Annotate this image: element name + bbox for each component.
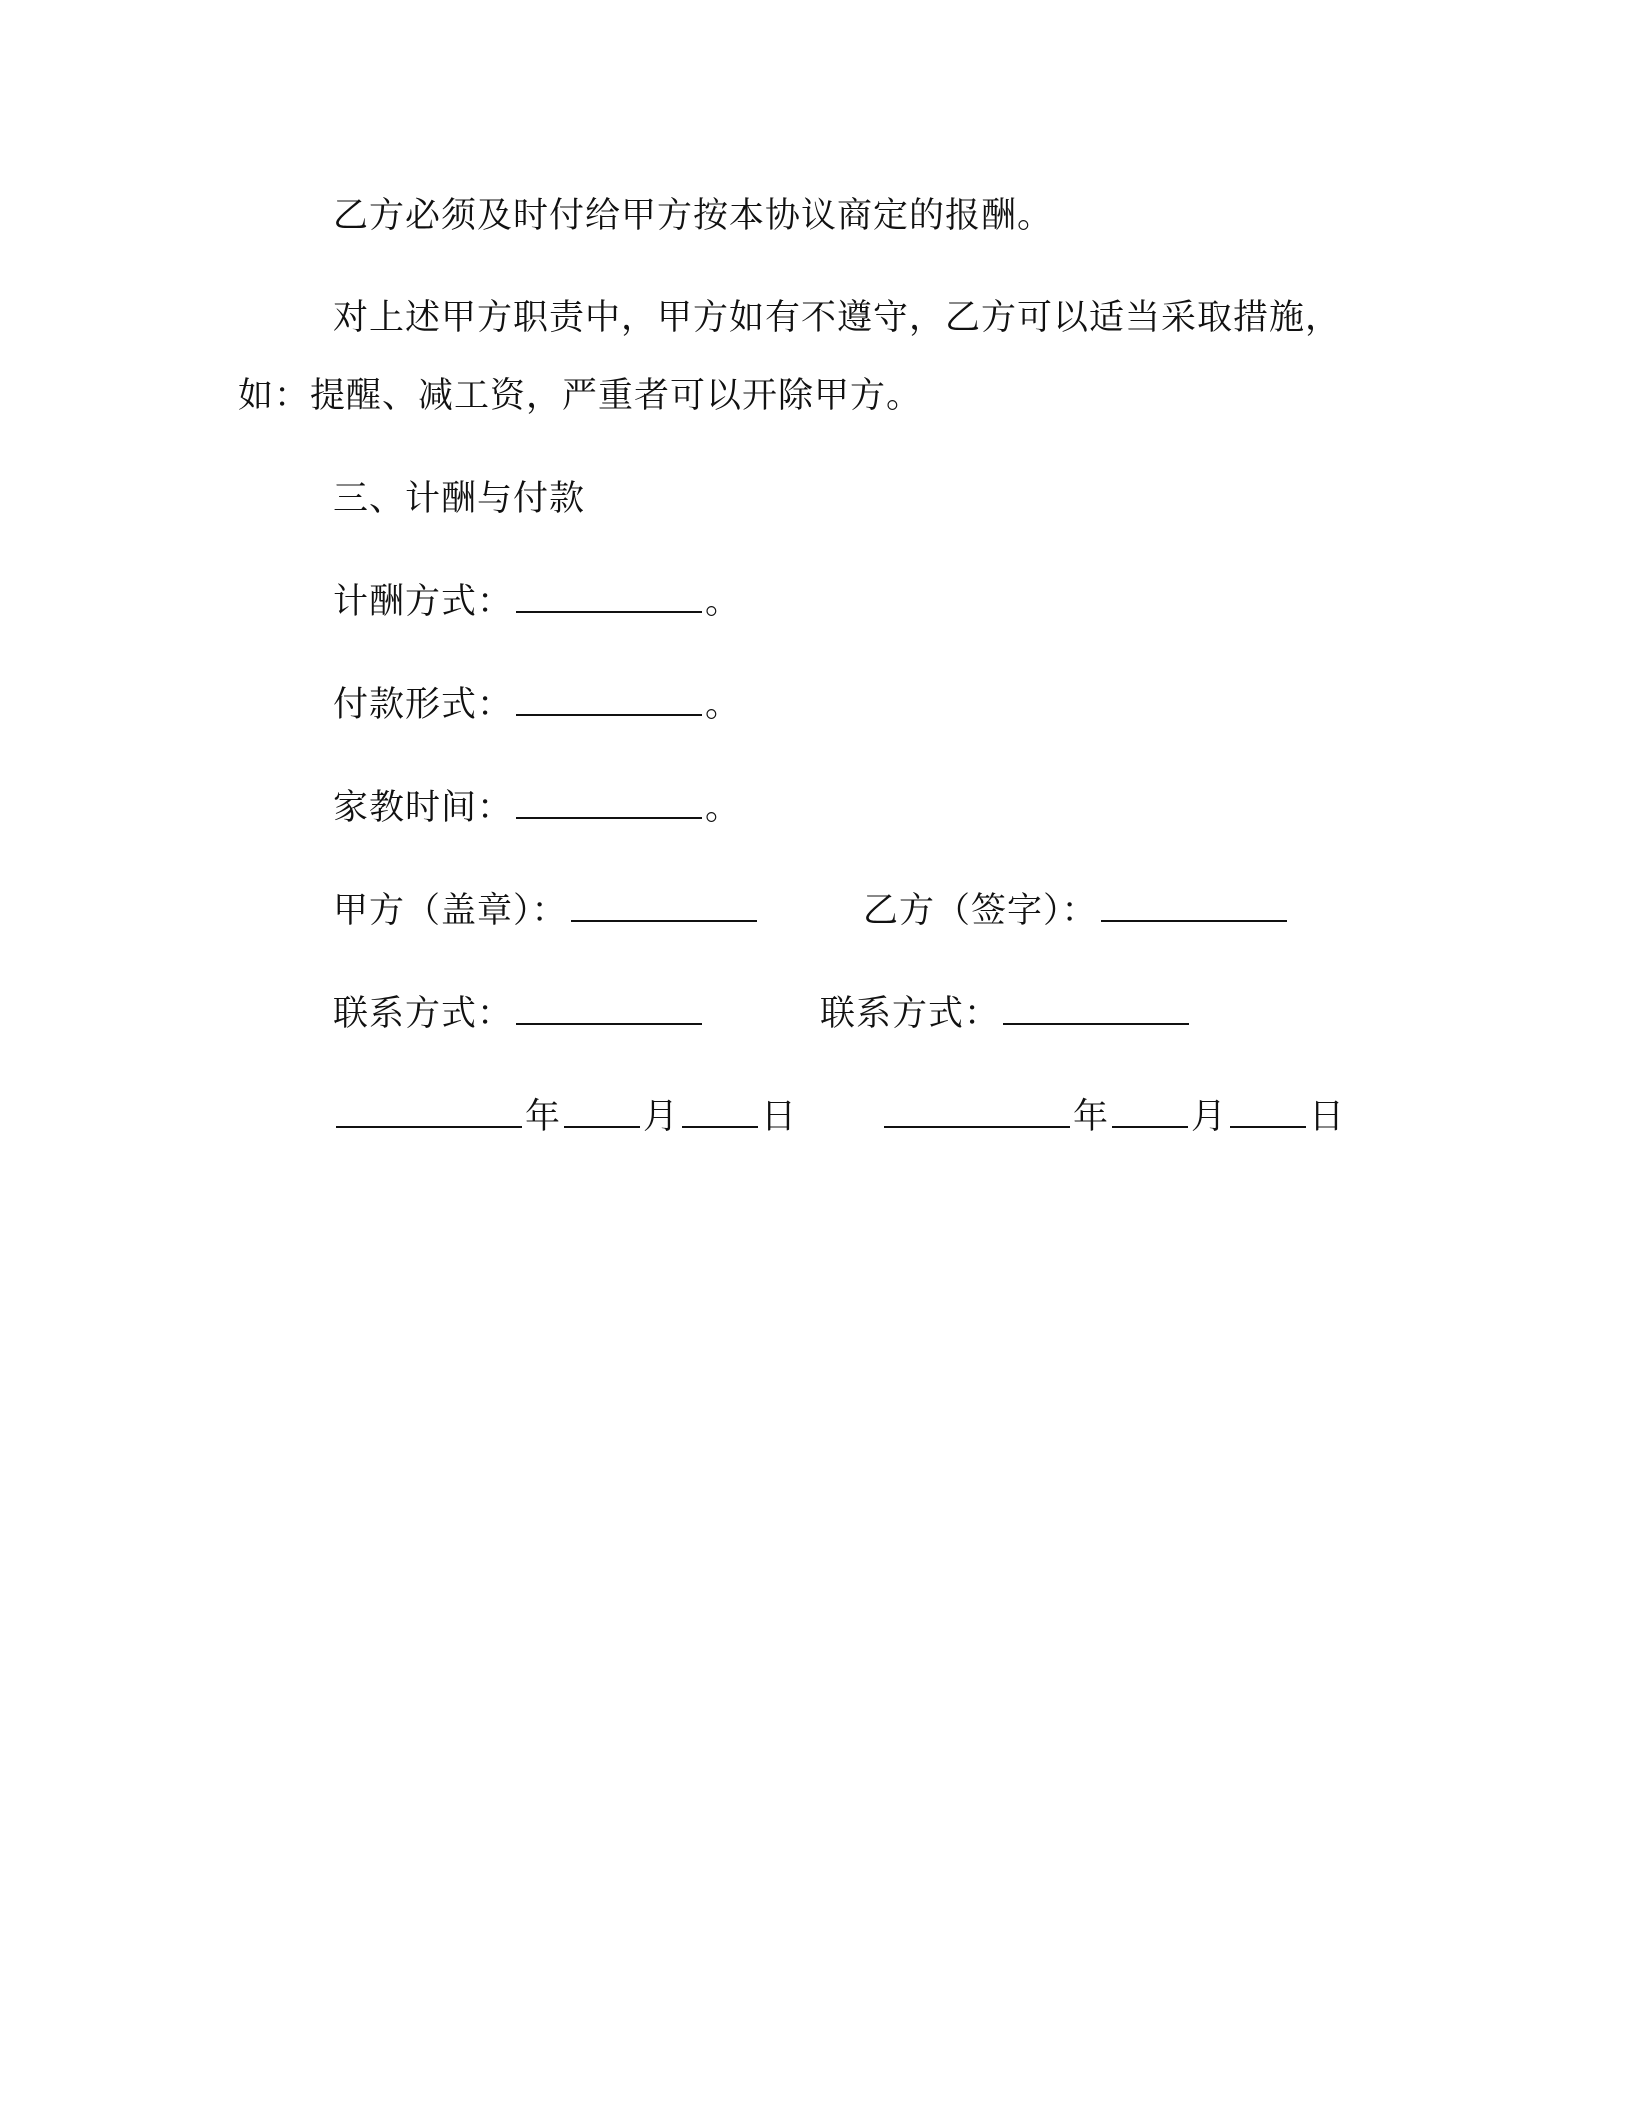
party-a-signature xyxy=(333,889,760,933)
party-a-date xyxy=(333,1095,797,1139)
blank-line xyxy=(1230,1096,1306,1128)
year-label: 年 xyxy=(525,1097,562,1137)
end-mark: 。 xyxy=(705,788,742,828)
blank-line xyxy=(571,890,757,922)
blank-line xyxy=(516,684,702,716)
month-label: 月 xyxy=(643,1097,680,1137)
contact-label: 联系方式： xyxy=(333,994,514,1034)
blank-line xyxy=(516,787,702,819)
blank-line xyxy=(336,1096,522,1128)
month-label: 月 xyxy=(1191,1097,1228,1137)
field-pay-method xyxy=(333,580,741,624)
day-label: 日 xyxy=(1309,1097,1346,1137)
day-label: 日 xyxy=(761,1097,798,1137)
blank-line xyxy=(516,993,702,1025)
party-b-signature xyxy=(863,889,1290,933)
end-mark: 。 xyxy=(705,582,742,622)
party-a-label: 甲方（盖章）： xyxy=(333,891,568,931)
section-title: 三、计酬与付款 xyxy=(333,479,586,519)
blank-line xyxy=(564,1096,640,1128)
blank-line xyxy=(682,1096,758,1128)
section-heading xyxy=(333,477,585,521)
blank-line xyxy=(1112,1096,1188,1128)
blank-line xyxy=(1003,993,1189,1025)
party-b-label: 乙方（签字）： xyxy=(863,891,1098,931)
blank-line xyxy=(884,1096,1070,1128)
field-payment-form xyxy=(333,683,741,727)
blank-line xyxy=(516,581,702,613)
paragraph-text: 乙方必须及时付给甲方按本协议商定的报酬。 xyxy=(333,196,1054,236)
contact-label: 联系方式： xyxy=(820,994,1001,1034)
field-tutoring-time xyxy=(333,786,741,830)
paragraph-measures-line2 xyxy=(238,374,922,418)
paragraph-text: 如：提醒、减工资，严重者可以开除甲方。 xyxy=(238,376,923,416)
party-b-date xyxy=(881,1095,1345,1139)
party-b-contact xyxy=(820,992,1192,1036)
party-a-contact xyxy=(333,992,705,1036)
field-label: 付款形式： xyxy=(333,685,514,725)
end-mark: 。 xyxy=(705,685,742,725)
field-label: 家教时间： xyxy=(333,788,514,828)
field-label: 计酬方式： xyxy=(333,582,514,622)
paragraph-payment-obligation xyxy=(333,194,1053,238)
year-label: 年 xyxy=(1073,1097,1110,1137)
blank-line xyxy=(1101,890,1287,922)
paragraph-measures-line1 xyxy=(333,296,1341,340)
paragraph-text: 对上述甲方职责中，甲方如有不遵守，乙方可以适当采取措施， xyxy=(333,298,1342,338)
